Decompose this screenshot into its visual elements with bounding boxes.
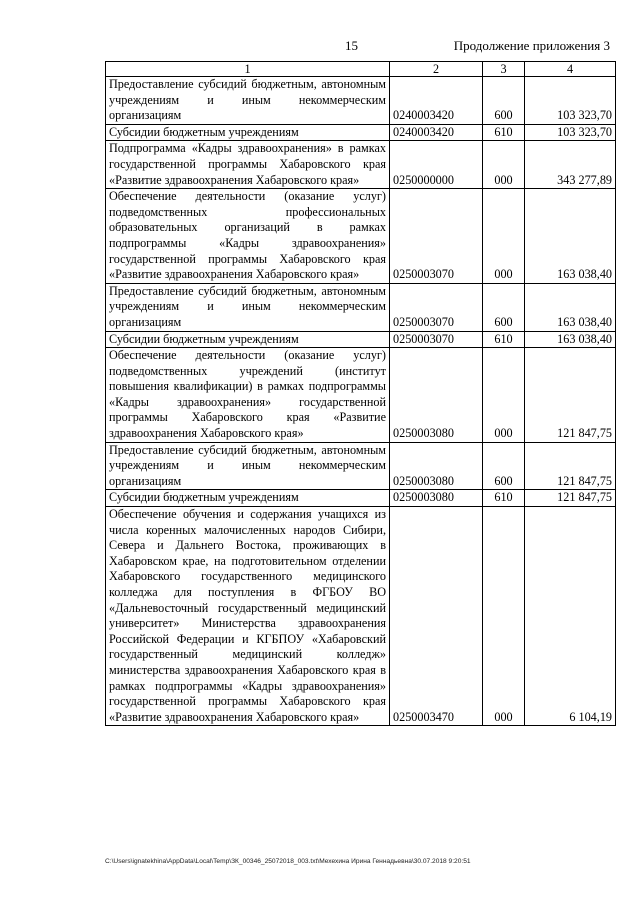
- row-code: 0250003080: [390, 490, 483, 507]
- document-footer-path: C:\Users\ignatekhina\AppData\Local\Temp\ЗК_00346_25072018_003.txt\Мехехина Ирина Геннадьевна\30.07.2018 9:20:51: [105, 858, 471, 865]
- row-name: Субсидии бюджетным учреждениям: [106, 331, 390, 348]
- table-row: [106, 124, 616, 141]
- row-expense-type: 000: [483, 348, 525, 443]
- row-amount: 6 104,19: [525, 507, 616, 726]
- row-amount: 103 323,70: [525, 124, 616, 141]
- row-amount: 163 038,40: [525, 189, 616, 284]
- row-expense-type: 000: [483, 507, 525, 726]
- column-header-2: 2: [390, 62, 483, 77]
- row-code: 0250003080: [390, 442, 483, 490]
- table-row: [106, 77, 616, 125]
- table-row: [106, 189, 616, 284]
- row-expense-type: 600: [483, 77, 525, 125]
- row-name: Предоставление субсидий бюджетным, автономным учреждениям и иным некоммерческим организациям: [106, 283, 390, 331]
- row-code: 0250003080: [390, 348, 483, 443]
- row-expense-type: 000: [483, 189, 525, 284]
- row-name: Обеспечение деятельности (оказание услуг) подведомственных профессиональных образовательных организаций в рамках подпрограммы «Кадры здравоохранения» государственной программы Хабаровского края «Развитие здравоохранения Хабаровского края»: [106, 189, 390, 284]
- row-amount: 103 323,70: [525, 77, 616, 125]
- row-amount: 163 038,40: [525, 331, 616, 348]
- row-expense-type: 600: [483, 442, 525, 490]
- row-amount: 121 847,75: [525, 490, 616, 507]
- column-header-4: 4: [525, 62, 616, 77]
- row-code: 0250003470: [390, 507, 483, 726]
- row-expense-type: 610: [483, 490, 525, 507]
- row-amount: 343 277,89: [525, 141, 616, 189]
- row-amount: 121 847,75: [525, 442, 616, 490]
- table-row: [106, 283, 616, 331]
- column-header-3: 3: [483, 62, 525, 77]
- row-code: 0250003070: [390, 331, 483, 348]
- column-header-1: 1: [106, 62, 390, 77]
- row-name: Субсидии бюджетным учреждениям: [106, 124, 390, 141]
- row-expense-type: 000: [483, 141, 525, 189]
- table-row: [106, 507, 616, 726]
- budget-table: [105, 61, 616, 726]
- row-amount: 121 847,75: [525, 348, 616, 443]
- table-row: [106, 442, 616, 490]
- row-name: Предоставление субсидий бюджетным, автономным учреждениям и иным некоммерческим организациям: [106, 442, 390, 490]
- row-name: Обеспечение деятельности (оказание услуг) подведомственных учреждений (институт повышения квалификации) в рамках подпрограммы «Кадры здравоохранения» государственной программы Хабаровского края «Развитие здравоохранения Хабаровского края»: [106, 348, 390, 443]
- row-name: Субсидии бюджетным учреждениям: [106, 490, 390, 507]
- row-name: Обеспечение обучения и содержания учащихся из числа коренных малочисленных народов Сибири, Севера и Дальнего Востока, проживающих в Хабаровском крае, на подготовительном отделении Хабаровского государственного медицинского колледжа для поступления в ФГБОУ ВО «Дальневосточный государственный медицинский университет» Министерства здравоохранения Российской Федерации и КГБПОУ «Хабаровский государственный медицинский колледж» министерства здравоохранения Хабаровского края в рамках подпрограммы «Кадры здравоохранения» государственной программы Хабаровского края «Развитие здравоохранения Хабаровского края»: [106, 507, 390, 726]
- table-header-row: [106, 62, 616, 77]
- row-code: 0250003070: [390, 283, 483, 331]
- row-amount: 163 038,40: [525, 283, 616, 331]
- table-row: [106, 348, 616, 443]
- row-name: Подпрограмма «Кадры здравоохранения» в рамках государственной программы Хабаровского края «Развитие здравоохранения Хабаровского края»: [106, 141, 390, 189]
- row-name: Предоставление субсидий бюджетным, автономным учреждениям и иным некоммерческим организациям: [106, 77, 390, 125]
- continuation-label: Продолжение приложения 3: [453, 38, 610, 53]
- row-expense-type: 610: [483, 331, 525, 348]
- row-code: 0250003070: [390, 189, 483, 284]
- row-code: 0250000000: [390, 141, 483, 189]
- row-expense-type: 610: [483, 124, 525, 141]
- row-code: 0240003420: [390, 124, 483, 141]
- table-row: [106, 490, 616, 507]
- table-row: [106, 331, 616, 348]
- row-code: 0240003420: [390, 77, 483, 125]
- page-number: 15: [345, 38, 358, 53]
- row-expense-type: 600: [483, 283, 525, 331]
- table-row: [106, 141, 616, 189]
